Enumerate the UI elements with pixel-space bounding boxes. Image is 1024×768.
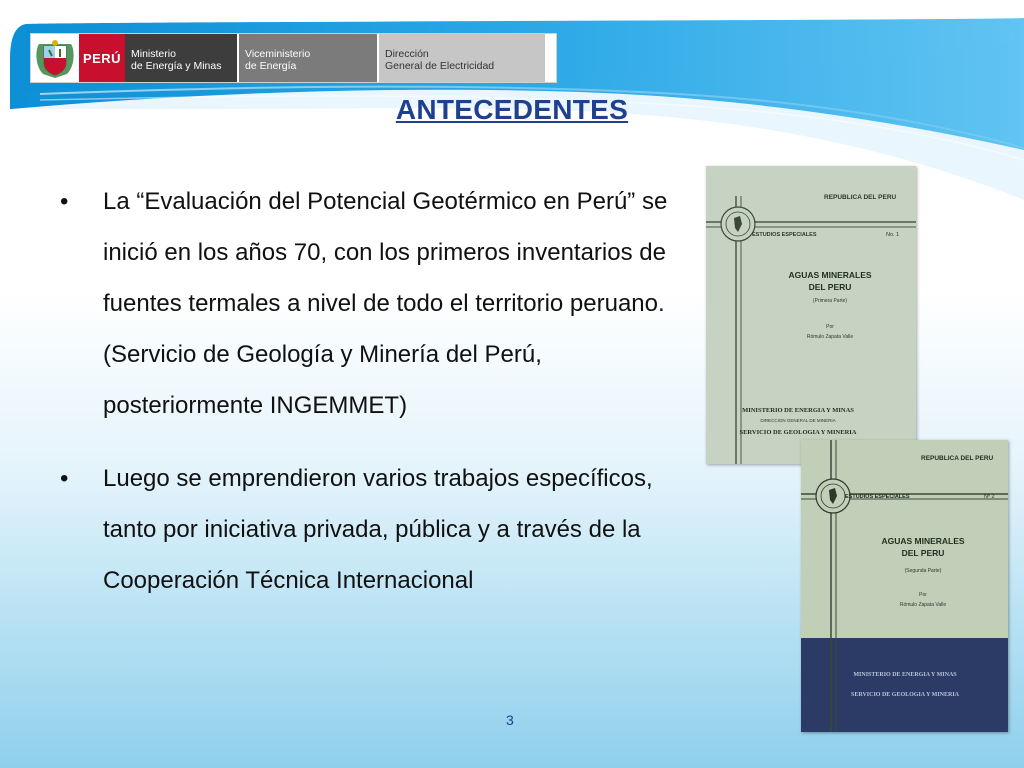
coat-of-arms-icon [31,34,79,82]
bullet-list [60,176,700,628]
cover1-republica: REPUBLICA DEL PERU [824,194,897,201]
cover1-series: ESTUDIOS ESPECIALES [752,232,817,238]
cover2-number: Nº 2 [984,494,995,500]
book-cover-2 [801,440,1008,732]
slide-title: ANTECEDENTES [395,94,629,125]
page-number: 3 [506,712,514,728]
cover1-title-1: AGUAS MINERALES [788,270,872,280]
cover2-title-2: DEL PERU [901,548,945,558]
bullet-text: Luego se emprendieron varios trabajos específicos, tanto por iniciativa privada, pública y a través de la Cooperación Técnica Internacional [103,465,653,594]
viceministerio-label: Viceministerio de Energía [237,34,377,82]
cover1-number: No. 1 [886,232,900,238]
cover2-republica: REPUBLICA DEL PERU [921,455,994,462]
bullet-item [60,453,700,606]
cover2-service: SERVICIO DE GEOLOGIA Y MINERIA [850,692,960,698]
cover1-part: (Primera Parte) [812,298,848,304]
direccion-label: Dirección General de Electricidad [377,34,545,82]
bullet-text: La “Evaluación del Potencial Geotérmico en Perú” se inició en los años 70, con los primeros inventarios de fuentes termales a nivel de todo el territorio peruano. (Servicio de Geología y Minería del Perú, posteriormente INGEMMET) [103,188,668,419]
peru-label: PERÚ [79,34,125,82]
cover1-directorate: DIRECCION GENERAL DE MINERIA [760,418,836,423]
cover1-service: SERVICIO DE GEOLOGIA Y MINERIA [739,429,857,436]
cover2-ministry: MINISTERIO DE ENERGIA Y MINAS [853,672,957,678]
cover2-por: Por [919,592,927,598]
book-cover-1 [706,166,916,464]
cover2-series: ESTUDIOS ESPECIALES [845,494,910,500]
cover1-author: Rómulo Zapata Valle [806,334,854,340]
bullet-marker: • [60,465,69,492]
ministerio-label: Ministerio de Energía y Minas [125,34,237,82]
cover1-title-2: DEL PERU [808,282,852,292]
cover1-ministry: MINISTERIO DE ENERGIA Y MINAS [742,407,854,414]
cover2-author: Rómulo Zapata Valle [899,602,947,608]
bullet-marker: • [60,188,69,215]
bullet-item [60,176,700,431]
government-header [30,33,557,83]
cover1-por: Por [826,324,834,330]
cover2-title-1: AGUAS MINERALES [881,536,965,546]
cover2-part: (Segunda Parte) [904,568,942,574]
